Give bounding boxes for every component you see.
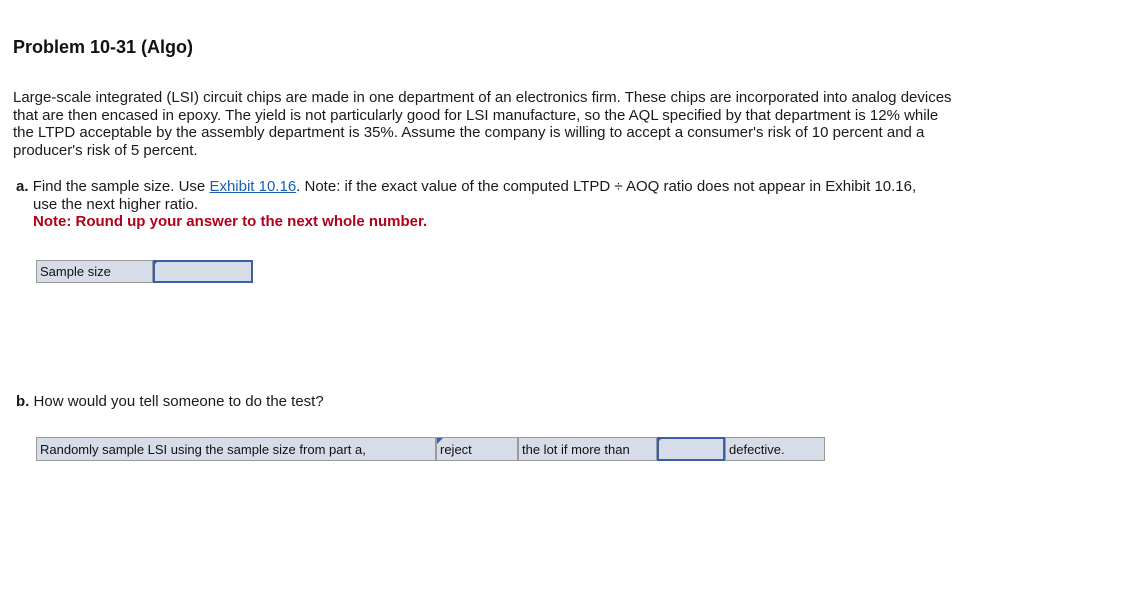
test-segment-1: Randomly sample LSI using the sample size from part a, [36,437,436,461]
part-b-text: How would you tell someone to do the test? [33,393,324,410]
sample-size-input-wrap [153,260,253,283]
dropdown-selected-value: reject [440,441,472,457]
rounding-note: Note: Round up your answer to the next whole number. [33,213,428,230]
part-a-text-before: Find the sample size. Use [32,178,210,195]
sample-size-row [36,260,253,283]
test-instruction-row [36,437,825,461]
test-segment-2: the lot if more than [518,437,657,461]
defective-input-wrap [657,437,725,461]
part-a-question [16,178,956,231]
sample-size-input[interactable] [153,260,253,283]
defective-count-input[interactable] [657,437,725,461]
sample-size-label: Sample size [36,260,153,283]
part-a-label: a. [16,178,29,195]
problem-intro: Large-scale integrated (LSI) circuit chips are made in one department of an electronics firm. These chips are incorporated into analog devices that are then encased in epoxy. The yield is not particularly good for LSI manufacture, so the AQL specified by that department is 12% while the LTPD acceptable by the assembly department is 35%. Assume the company is willing to accept a consumer's risk of 10 percent and a producer's risk of 5 percent. [13,89,952,159]
reject-accept-dropdown[interactable] [436,437,518,461]
exhibit-link[interactable]: Exhibit 10.16 [209,178,297,195]
part-a-text-after: . Note: if the exact value of the computed LTPD ÷ AOQ ratio does not appear in Exhibit 10.16, [296,178,917,195]
part-b-question [16,393,324,410]
problem-title: Problem 10-31 (Algo) [13,37,194,57]
part-b-label: b. [16,393,30,410]
test-segment-3: defective. [725,437,825,461]
part-a-text-cont: use the next higher ratio. [33,195,199,213]
